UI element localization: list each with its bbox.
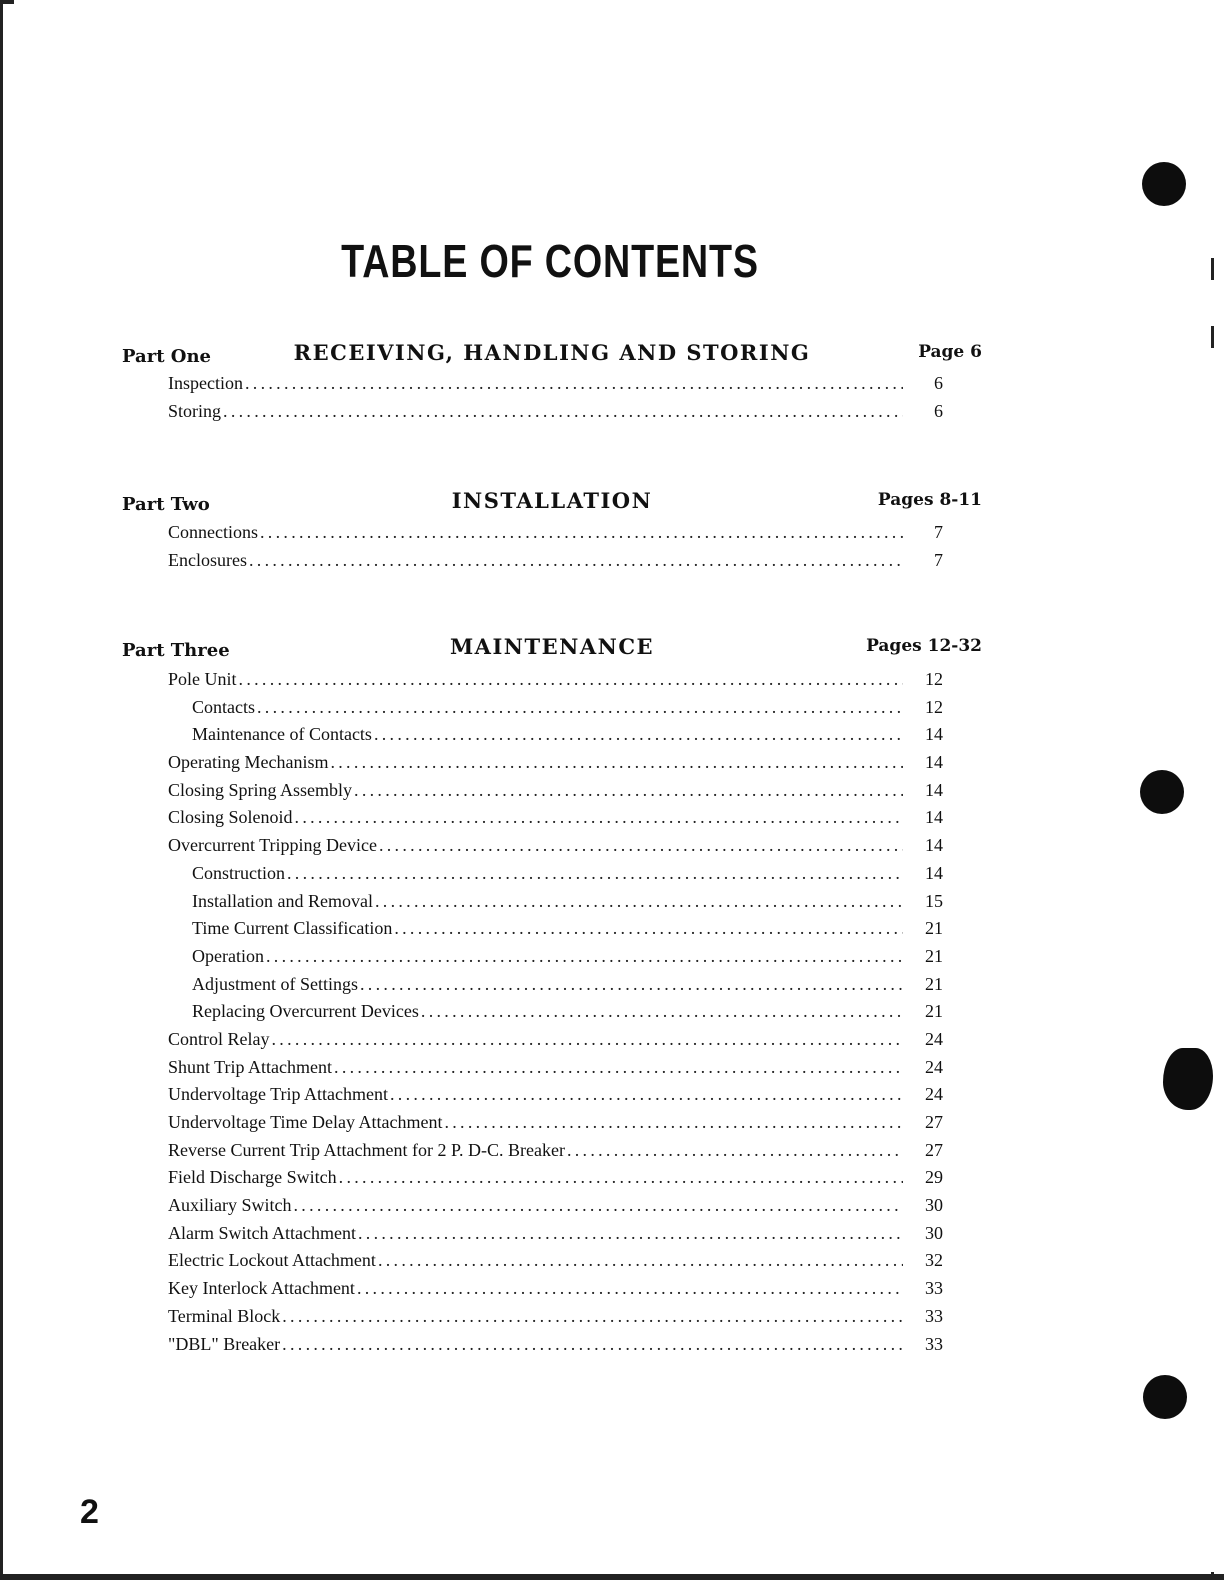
toc-entry: Electric Lockout Attachment ..... 32 (168, 1250, 943, 1278)
toc-entry: Connections ..... 7 (168, 522, 943, 550)
part-page-range: Pages 8-11 (877, 490, 982, 510)
toc-entry: Overcurrent Tripping Device ..... 14 (168, 835, 943, 863)
toc-entry: Inspection ..... 6 (168, 373, 943, 401)
toc-entry: Replacing Overcurrent Devices ..... 21 (168, 1001, 943, 1029)
part-label: Part One (122, 346, 211, 367)
part-three-entries (168, 669, 943, 1361)
binder-hole-icon (1143, 1375, 1187, 1419)
toc-entry: Closing Spring Assembly ..... 14 (168, 780, 943, 808)
part-page-range: Page 6 (918, 342, 982, 362)
part-label: Part Two (122, 494, 210, 515)
toc-entry: Time Current Classification ..... 21 (168, 918, 943, 946)
toc-entry: Operation ..... 21 (168, 946, 943, 974)
toc-entry: Undervoltage Trip Attachment ..... 24 (168, 1084, 943, 1112)
toc-entry: Contacts ..... 12 (168, 697, 943, 725)
toc-entry: Adjustment of Settings ..... 21 (168, 974, 943, 1002)
toc-entry: Reverse Current Trip Attachment for 2 P. D-C. Breaker ..... 27 (168, 1140, 943, 1168)
toc-entry: Installation and Removal ..... 15 (168, 891, 943, 919)
toc-entry: Enclosures ..... 7 (168, 550, 943, 578)
part-page-range: Pages 12-32 (866, 636, 982, 656)
part-title: INSTALLATION (451, 488, 653, 513)
toc-entry: Closing Solenoid ..... 14 (168, 807, 943, 835)
toc-entry: Shunt Trip Attachment ..... 24 (168, 1057, 943, 1085)
part-three-heading (122, 634, 982, 664)
toc-entry: Operating Mechanism ..... 14 (168, 752, 943, 780)
toc-entry: Terminal Block ..... 33 (168, 1306, 943, 1334)
part-label: Part Three (122, 640, 230, 661)
part-one-entries (168, 373, 943, 428)
toc-entry: Construction ..... 14 (168, 863, 943, 891)
page-title: TABLE OF CONTENTS (341, 235, 759, 287)
toc-entry: Alarm Switch Attachment ..... 30 (168, 1223, 943, 1251)
part-title: MAINTENANCE (449, 634, 655, 659)
scan-edge-mark (1211, 258, 1214, 280)
toc-entry: Storing ..... 6 (168, 401, 943, 429)
binder-hole-icon (1140, 770, 1184, 814)
toc-entry: Field Discharge Switch ..... 29 (168, 1167, 943, 1195)
part-two-heading (122, 488, 982, 518)
scan-edge-mark (1211, 1572, 1214, 1578)
toc-entry: Maintenance of Contacts ..... 14 (168, 724, 943, 752)
toc-entry: Auxiliary Switch ..... 30 (168, 1195, 943, 1223)
binder-hole-icon (1142, 162, 1186, 206)
toc-entry: Key Interlock Attachment ..... 33 (168, 1278, 943, 1306)
part-one-heading (122, 340, 982, 370)
scan-edge-left (0, 0, 3, 1580)
scan-edge-top (0, 0, 14, 4)
toc-entry: Undervoltage Time Delay Attachment ..... 27 (168, 1112, 943, 1140)
toc-entry: Pole Unit ..... 12 (168, 669, 943, 697)
part-two-entries (168, 522, 943, 577)
toc-entry: Control Relay ..... 24 (168, 1029, 943, 1057)
toc-entry: "DBL" Breaker ..... 33 (168, 1334, 943, 1362)
scan-edge-mark (1211, 326, 1214, 348)
part-title: RECEIVING, HANDLING AND STORING (293, 340, 811, 365)
binder-hole-icon (1163, 1048, 1213, 1110)
scan-edge-bottom (0, 1574, 1224, 1580)
page-number: 2 (80, 1493, 99, 1531)
